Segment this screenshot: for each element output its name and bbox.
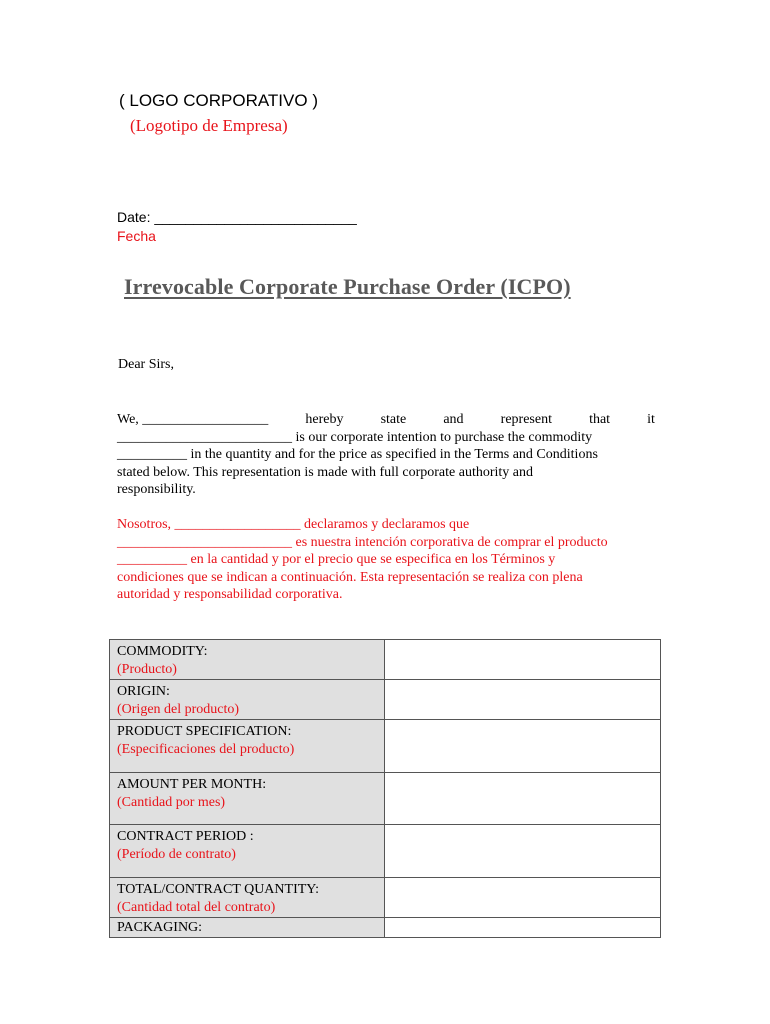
paragraph-line: autoridad y responsabilidad corporativa. <box>117 587 343 602</box>
row-label-es: (Origen del producto) <box>117 702 240 717</box>
row-label: TOTAL/CONTRACT QUANTITY: <box>117 882 320 897</box>
value-cell-packaging[interactable] <box>385 918 661 938</box>
logo-placeholder: ( LOGO CORPORATIVO ) <box>119 91 318 110</box>
row-label: PACKAGING: <box>117 920 203 935</box>
paragraph-line: condiciones que se indican a continuación. Esta representación se realiza con plena <box>117 569 583 585</box>
table-row <box>110 825 661 878</box>
label-cell <box>110 720 385 773</box>
label-cell <box>110 918 385 938</box>
row-label: AMOUNT PER MONTH: <box>117 777 267 792</box>
paragraph-line <box>117 411 655 429</box>
paragraph-english <box>117 411 655 499</box>
word: it <box>647 412 655 427</box>
value-cell-product-specification[interactable] <box>385 720 661 773</box>
document-title: Irrevocable Corporate Purchase Order (ICPO) <box>124 274 571 299</box>
date-label-es: Fecha <box>117 228 156 244</box>
table-row <box>110 720 661 773</box>
date-field: Date: __________________________ <box>117 209 357 225</box>
table-row <box>110 773 661 825</box>
value-cell-amount-per-month[interactable] <box>385 773 661 825</box>
word: that <box>589 412 611 427</box>
label-cell <box>110 878 385 918</box>
paragraph-spanish <box>117 516 655 604</box>
logo-placeholder-es: (Logotipo de Empresa) <box>130 116 288 135</box>
row-label-es: (Período de contrato) <box>117 847 236 862</box>
value-cell-contract-period[interactable] <box>385 825 661 878</box>
row-label-es: (Producto) <box>117 662 177 677</box>
value-cell-origin[interactable] <box>385 680 661 720</box>
label-cell <box>110 640 385 680</box>
specification-table <box>109 639 661 938</box>
value-cell-total-contract-quantity[interactable] <box>385 878 661 918</box>
table-row <box>110 680 661 720</box>
paragraph-line: __________ in the quantity and for the price as specified in the Terms and Conditions <box>117 447 598 462</box>
row-label: COMMODITY: <box>117 644 208 659</box>
value-cell-commodity[interactable] <box>385 640 661 680</box>
label-cell <box>110 825 385 878</box>
salutation: Dear Sirs, <box>118 357 174 372</box>
table-row <box>110 878 661 918</box>
word: hereby <box>305 412 344 427</box>
word: We, __________________ <box>117 412 269 427</box>
label-cell <box>110 680 385 720</box>
table-row <box>110 918 661 938</box>
row-label: CONTRACT PERIOD : <box>117 829 254 844</box>
paragraph-line: __________ en la cantidad y por el precio que se especifica en los Términos y <box>117 552 556 567</box>
paragraph-line: stated below. This representation is made with full corporate authority and <box>117 464 533 480</box>
row-label-es: (Cantidad por mes) <box>117 795 226 810</box>
paragraph-line: responsibility. <box>117 482 196 497</box>
word: state <box>380 412 407 427</box>
paragraph-line: _________________________ es nuestra intención corporativa de comprar el producto <box>117 534 608 550</box>
word: and <box>443 412 464 427</box>
table-row <box>110 640 661 680</box>
row-label-es: (Cantidad total del contrato) <box>117 900 276 915</box>
paragraph-line: Nosotros, __________________ declaramos y declaramos que <box>117 517 470 532</box>
row-label: PRODUCT SPECIFICATION: <box>117 724 292 739</box>
row-label: ORIGIN: <box>117 684 170 699</box>
word: represent <box>500 412 552 427</box>
paragraph-line: _________________________ is our corporate intention to purchase the commodity <box>117 429 593 445</box>
label-cell <box>110 773 385 825</box>
row-label-es: (Especificaciones del producto) <box>117 742 295 757</box>
